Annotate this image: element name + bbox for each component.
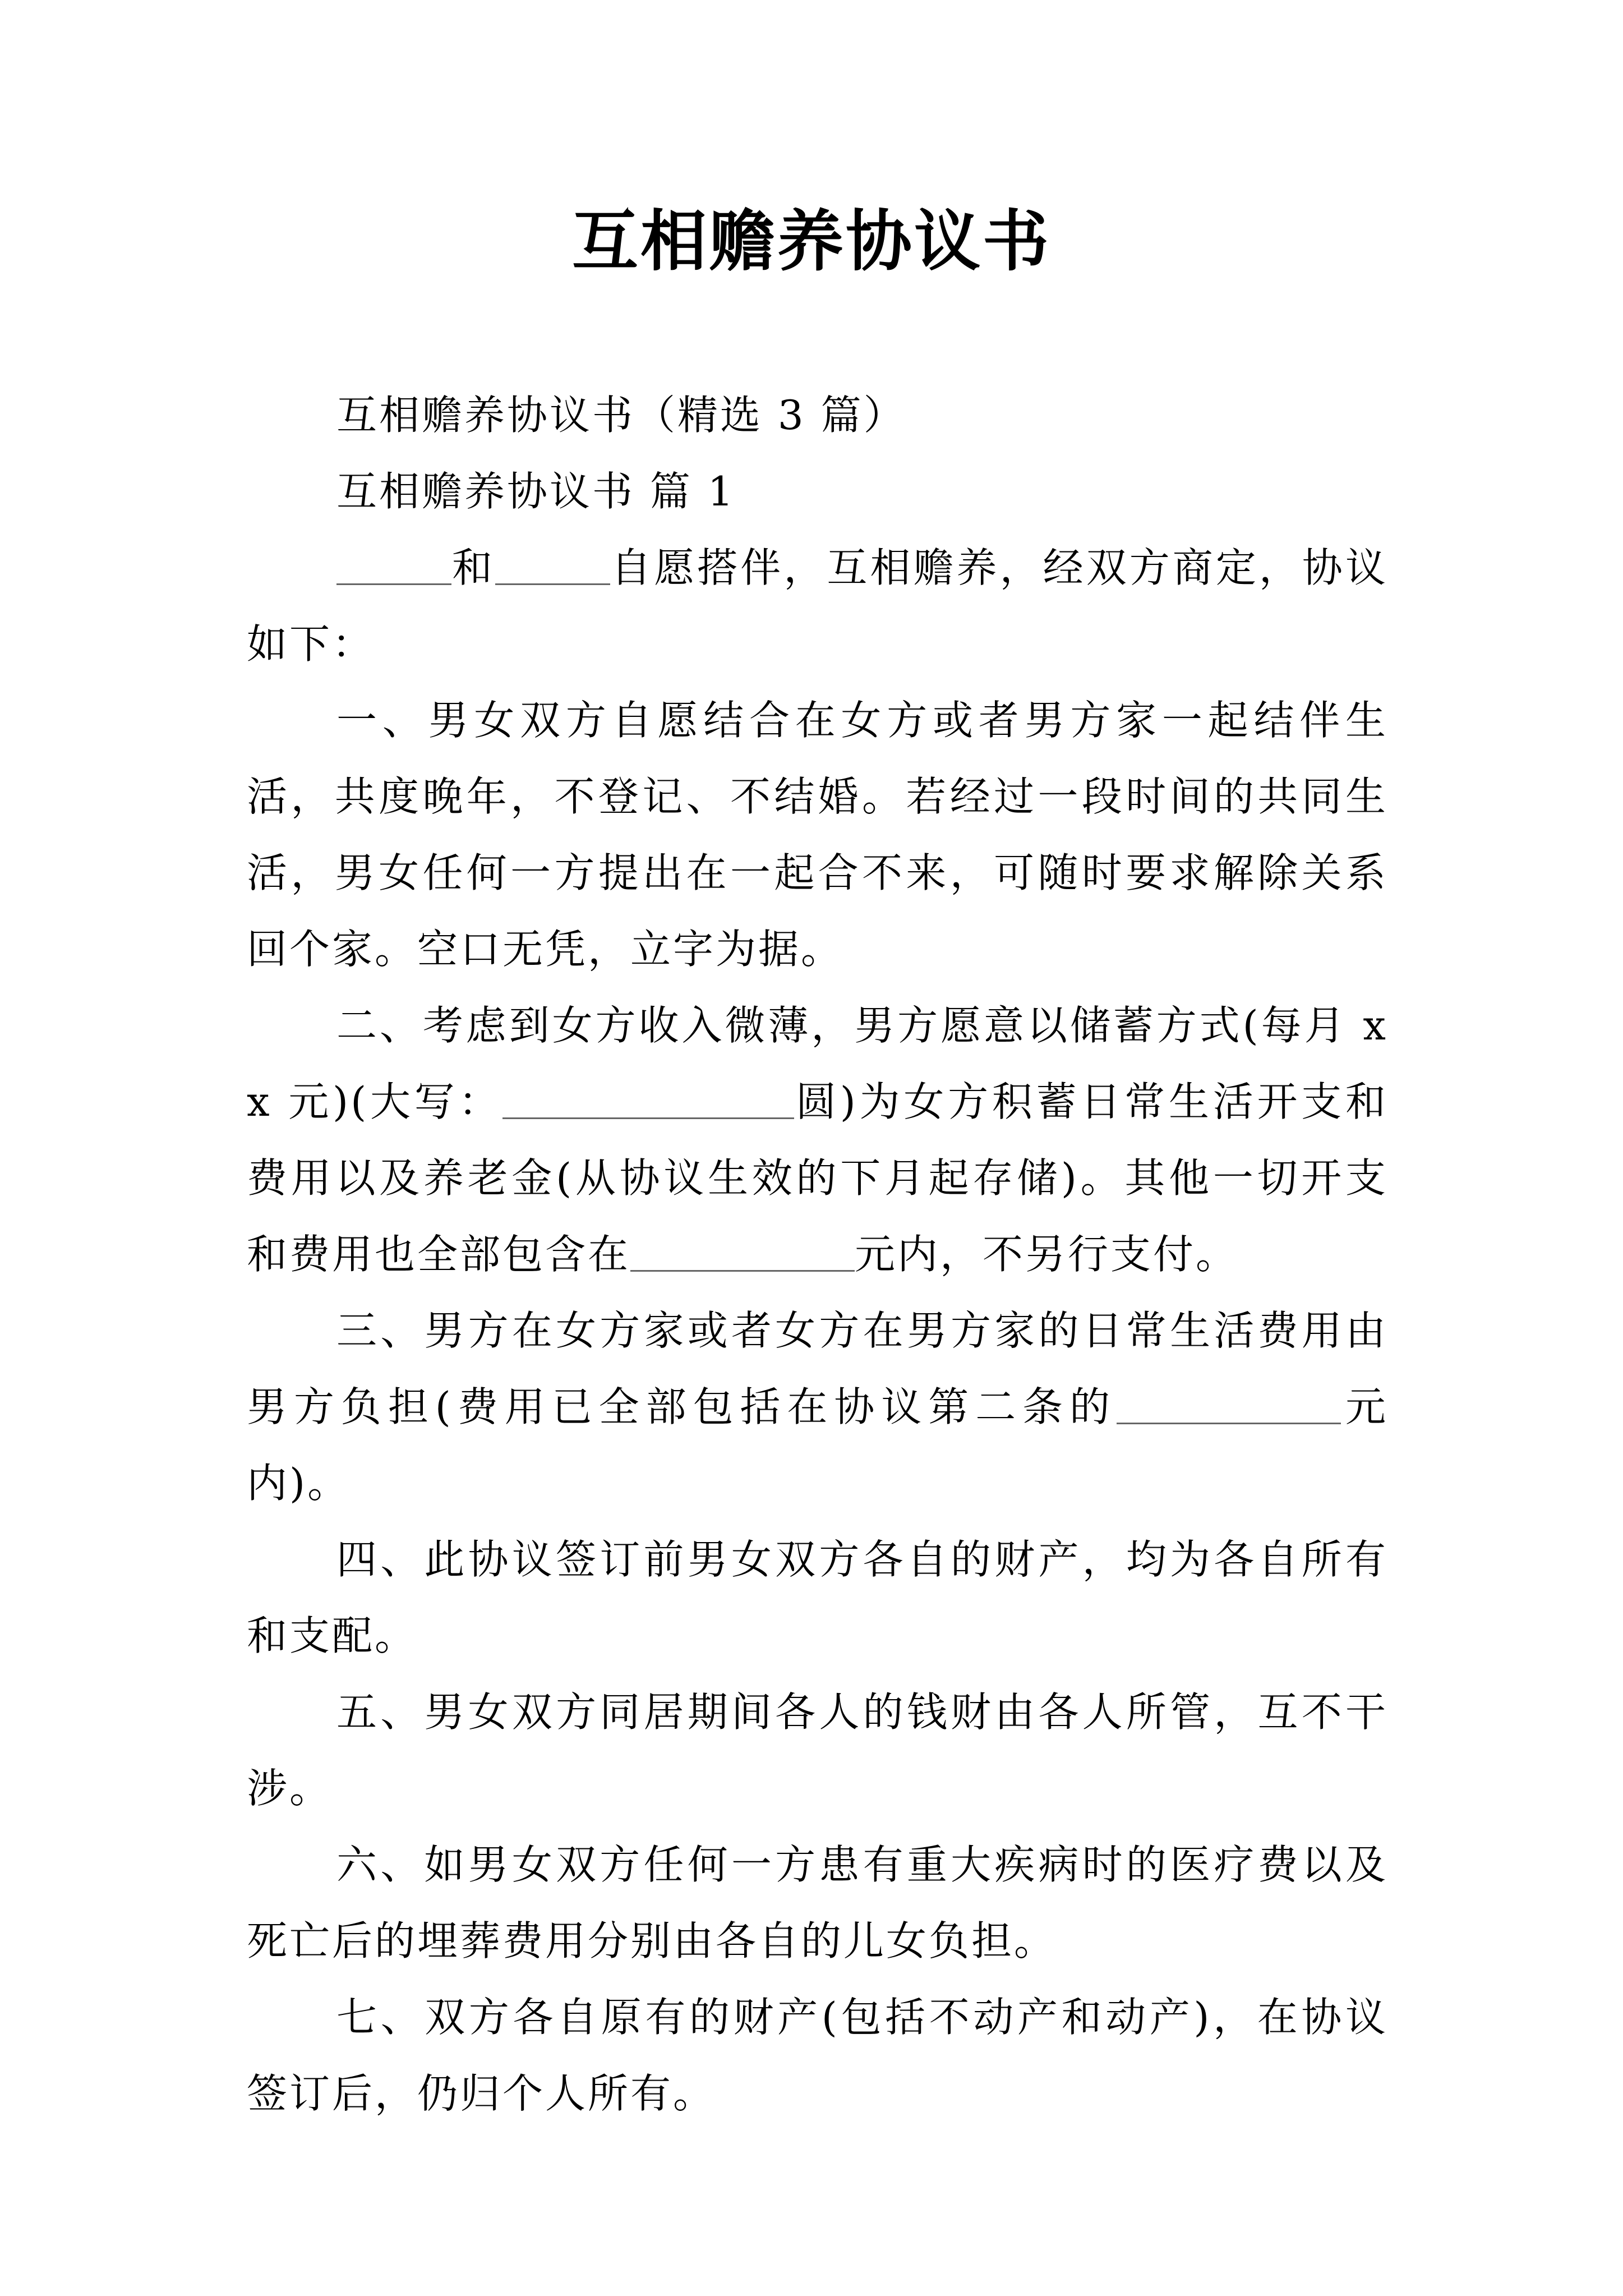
clause-5: 五、男女双方同居期间各人的钱财由各人所管，互不干涉。 bbox=[247, 1688, 1388, 1812]
intro-paragraph bbox=[247, 530, 1388, 682]
document-title: 互相赡养协议书 bbox=[571, 202, 1051, 280]
section-heading: 互相赡养协议书 篇 1 bbox=[336, 468, 736, 515]
clause-2 bbox=[247, 987, 1388, 1292]
blank-line bbox=[336, 544, 451, 585]
clause-3-text-2: 元内)。 bbox=[247, 1383, 1388, 1507]
clause-2-text-2: 圆)为女方积蓄日常生活开支和费用以及养老金(从协议生效的下月起存储)。其他一切开支和费用也全部包含在 bbox=[247, 1078, 1388, 1278]
clause-3-text-1: 三、男方在女方家或者女方在男方家的日常生活费用由男方负担(费用已全部包括在协议第二条的 bbox=[247, 1307, 1388, 1430]
blank-line bbox=[495, 544, 610, 585]
clause-4: 四、此协议签订前男女双方各自的财产，均为各自所有和支配。 bbox=[247, 1536, 1388, 1659]
clause-1: 一、男女双方自愿结合在女方或者男方家一起结伴生活，共度晚年，不登记、不结婚。若经过一段时间的共同生活，男女任何一方提出在一起合不来，可随时要求解除关系回个家。空口无凭，立字为据。 bbox=[247, 697, 1388, 973]
clause-6: 六、如男女双方任何一方患有重大疾病时的医疗费以及死亡后的埋葬费用分别由各自的儿女负担。 bbox=[247, 1841, 1388, 1964]
clause-2-text-3: 元内，不另行支付。 bbox=[855, 1231, 1239, 1278]
intro-text-2: 自愿搭伴，互相赡养，经双方商定，协议如下： bbox=[247, 544, 1388, 668]
clause-3 bbox=[247, 1292, 1388, 1521]
clause-2-text-1: 二、考虑到女方收入微薄，男方愿意以储蓄方式(每月 xx 元)(大写： bbox=[247, 1002, 1388, 1125]
blank-line bbox=[502, 1078, 794, 1119]
document-body bbox=[247, 377, 1388, 2132]
document-subtitle: 互相赡养协议书（精选 3 篇） bbox=[336, 392, 906, 439]
intro-text-1: 和 bbox=[451, 544, 496, 591]
clause-7: 七、双方各自原有的财产(包括不动产和动产)，在协议签订后，仍归个人所有。 bbox=[247, 1994, 1388, 2117]
blank-line bbox=[630, 1231, 855, 1272]
blank-line bbox=[1117, 1383, 1341, 1424]
